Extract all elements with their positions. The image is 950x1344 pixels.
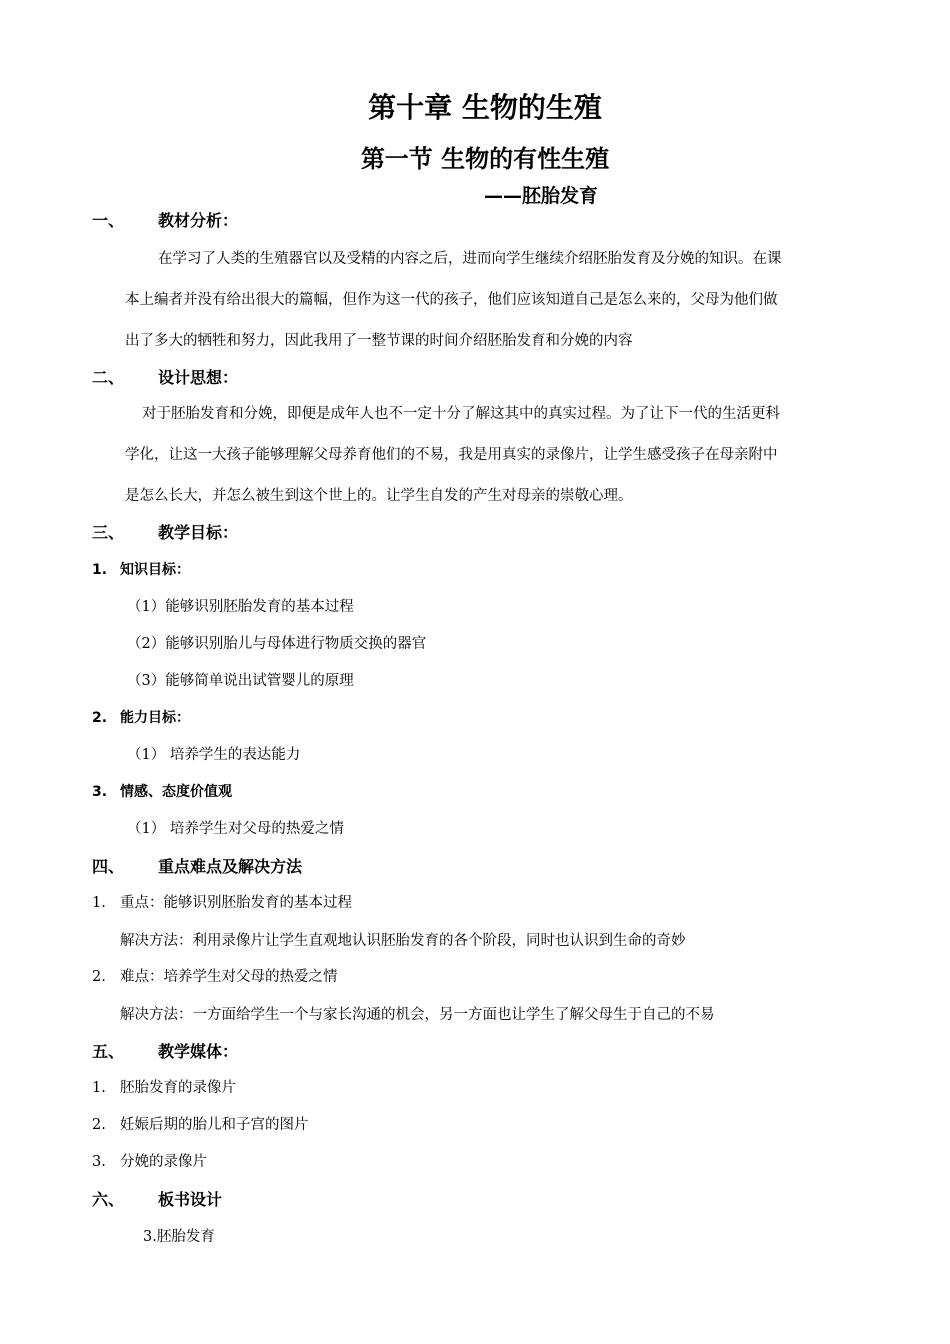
subheading-ability-goals: 能力目标： [120,710,190,726]
list-number: 2. [92,969,106,985]
paragraph-line: 出了多大的牺牲和努力，因此我用了一整节课的时间介绍胚胎发育和分娩的内容 [125,333,633,349]
subheading-number: 1. [92,562,108,578]
list-item: （3）能够简单说出试管婴儿的原理 [127,673,354,689]
list-item: 分娩的录像片 [120,1154,207,1170]
list-item: 解决方法：利用录像片让学生直观地认识胚胎发育的各个阶段，同时也认识到生命的奇妙 [120,933,686,949]
heading-teaching-media: 教学媒体： [158,1042,239,1061]
list-item: 3.胚胎发育 [143,1229,215,1245]
heading-number: 六、 [92,1190,125,1209]
list-item: （1）能够识别胚胎发育的基本过程 [127,599,354,615]
list-item: 解决方法：一方面给学生一个与家长沟通的机会，另一方面也让学生了解父母生于自己的不易 [120,1007,715,1023]
list-item: 胚胎发育的录像片 [120,1080,236,1096]
heading-number: 五、 [92,1042,125,1061]
heading-number: 一、 [92,211,125,230]
section-title: 第一节 生物的有性生殖 [360,145,610,173]
heading-number: 三、 [92,523,125,542]
heading-teaching-goals: 教学目标： [158,523,239,542]
paragraph-line: 对于胚胎发育和分娩，即便是成年人也不一定十分了解这其中的真实过程。为了让下一代的生活更科 [142,406,780,422]
list-item: 妊娠后期的胎儿和子宫的图片 [120,1117,309,1133]
section-subtitle: ——胚胎发育 [484,185,599,207]
list-number: 2. [92,1117,106,1133]
paragraph-line: 学化，让这一大孩子能够理解父母养育他们的不易，我是用真实的录像片，让学生感受孩子在母亲附中 [125,447,778,463]
list-item: 重点：能够识别胚胎发育的基本过程 [120,895,352,911]
paragraph-line: 在学习了人类的生殖器官以及受精的内容之后，进而向学生继续介绍胚胎发育及分娩的知识。在课 [158,251,782,267]
heading-key-points: 重点难点及解决方法 [158,857,303,876]
list-item: （1） 培养学生对父母的热爱之情 [127,821,344,837]
list-number: 3. [92,1154,106,1170]
list-item: 难点：培养学生对父母的热爱之情 [120,969,338,985]
heading-board-design: 板书设计 [158,1190,223,1209]
subheading-emotion-goals: 情感、态度价值观 [120,784,232,800]
list-item: （2）能够识别胎儿与母体进行物质交换的器官 [127,636,427,652]
paragraph-line: 本上编者并没有给出很大的篇幅，但作为这一代的孩子，他们应该知道自己是怎么来的，父母为他们做 [125,292,778,308]
chapter-title: 第十章 生物的生殖 [368,91,602,124]
subheading-knowledge-goals: 知识目标： [120,562,190,578]
paragraph-line: 是怎么长大，并怎么被生到这个世上的。让学生自发的产生对母亲的崇敬心理。 [125,488,633,504]
heading-number: 四、 [92,857,125,876]
subheading-number: 3. [92,784,108,800]
list-item: （1） 培养学生的表达能力 [127,747,301,763]
list-number: 1. [92,895,106,911]
subheading-number: 2. [92,710,108,726]
list-number: 1. [92,1080,106,1096]
heading-design-idea: 设计思想： [158,368,239,387]
heading-number: 二、 [92,368,125,387]
heading-textbook-analysis: 教材分析： [158,211,239,230]
